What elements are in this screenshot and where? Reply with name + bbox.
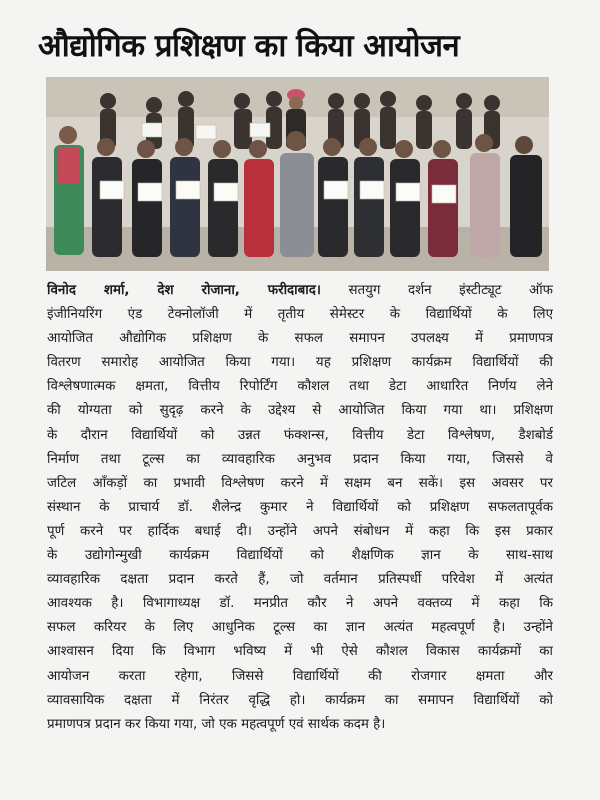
byline: विनोद शर्मा, देश रोजाना, फरीदाबाद। <box>47 283 321 298</box>
article-line: आयोजित औद्योगिक प्रशिक्षण के सफल समापन उपलक्ष्य में प्रमाणपत्र <box>47 331 553 347</box>
article-line: वितरण समारोह आयोजित किया गया। यह प्रशिक्षण कार्यक्रम विद्यार्थियों की <box>47 355 553 371</box>
article-body <box>47 279 553 737</box>
article-line: निर्माण तथा टूल्स का व्यावहारिक अनुभव प्रदान किया गया, जिससे वे <box>47 451 553 467</box>
group-photo-illustration <box>46 77 549 271</box>
article-line: संस्थान के प्राचार्य डॉ. शैलेन्द्र कुमार ने विद्यार्थियों को प्रशिक्षण सफलतापूर्वक <box>47 499 553 515</box>
article-line: व्यावहारिक दक्षता प्रदान करते हैं, जो वर्तमान प्रतिस्पर्धी परिवेश में अत्यंत <box>47 572 553 588</box>
article-line: व्यावसायिक दक्षता में निरंतर वृद्धि हो। कार्यक्रम का समापन विद्यार्थियों को <box>47 692 553 708</box>
article-line: जटिल आँकड़ों का प्रभावी विश्लेषण करने में सक्षम बन सकें। इस अवसर पर <box>47 475 553 491</box>
article-line: की योग्यता को सुदृढ़ करने के उद्देश्य से आयोजित किया गया था। प्रशिक्षण <box>47 403 553 419</box>
article-line: के दौरान विद्यार्थियों को उन्नत फंक्शन्स, वित्तीय डेटा विश्लेषण, डैशबोर्ड <box>47 427 553 443</box>
article-line: के उद्योगोन्मुखी कार्यक्रम विद्यार्थियों को शैक्षणिक ज्ञान के साथ-साथ <box>47 548 553 564</box>
article-line: आवश्यक है। विभागाध्यक्ष डॉ. मनप्रीत कौर ने अपने वक्तव्य में कहा कि <box>47 596 553 612</box>
article-line: प्रमाणपत्र प्रदान कर किया गया, जो एक महत्वपूर्ण एवं सार्थक कदम है। <box>47 716 386 732</box>
article-line: पूर्ण करने पर हार्दिक बधाई दी। उन्होंने अपने संबोधन में कहा कि इस प्रकार <box>47 523 553 539</box>
headline: औद्योगिक प्रशिक्षण का किया आयोजन <box>38 28 460 64</box>
article-line: विश्लेषणात्मक क्षमता, वित्तीय रिपोर्टिंग कौशल तथा डेटा आधारित निर्णय लेने <box>47 379 553 395</box>
article-line: सफल करियर के लिए आधुनिक टूल्स का ज्ञान अत्यंत महत्वपूर्ण है। उन्होंने <box>47 620 553 636</box>
article-line: आश्वासन दिया कि विभाग भविष्य में भी ऐसे कौशल विकास कार्यक्रमों का <box>47 644 553 660</box>
article-line: आयोजन करता रहेगा, जिससे विद्यार्थियों की रोजगार क्षमता और <box>47 668 553 684</box>
group-photo <box>46 77 549 271</box>
article-line: इंजीनियरिंग एंड टेक्नोलॉजी में तृतीय सेमेस्टर के विद्यार्थियों के लिए <box>47 307 553 323</box>
article-line: विनोद शर्मा, देश रोजाना, फरीदाबाद। सतयुग दर्शन इंस्टीट्यूट ऑफ <box>47 283 553 298</box>
